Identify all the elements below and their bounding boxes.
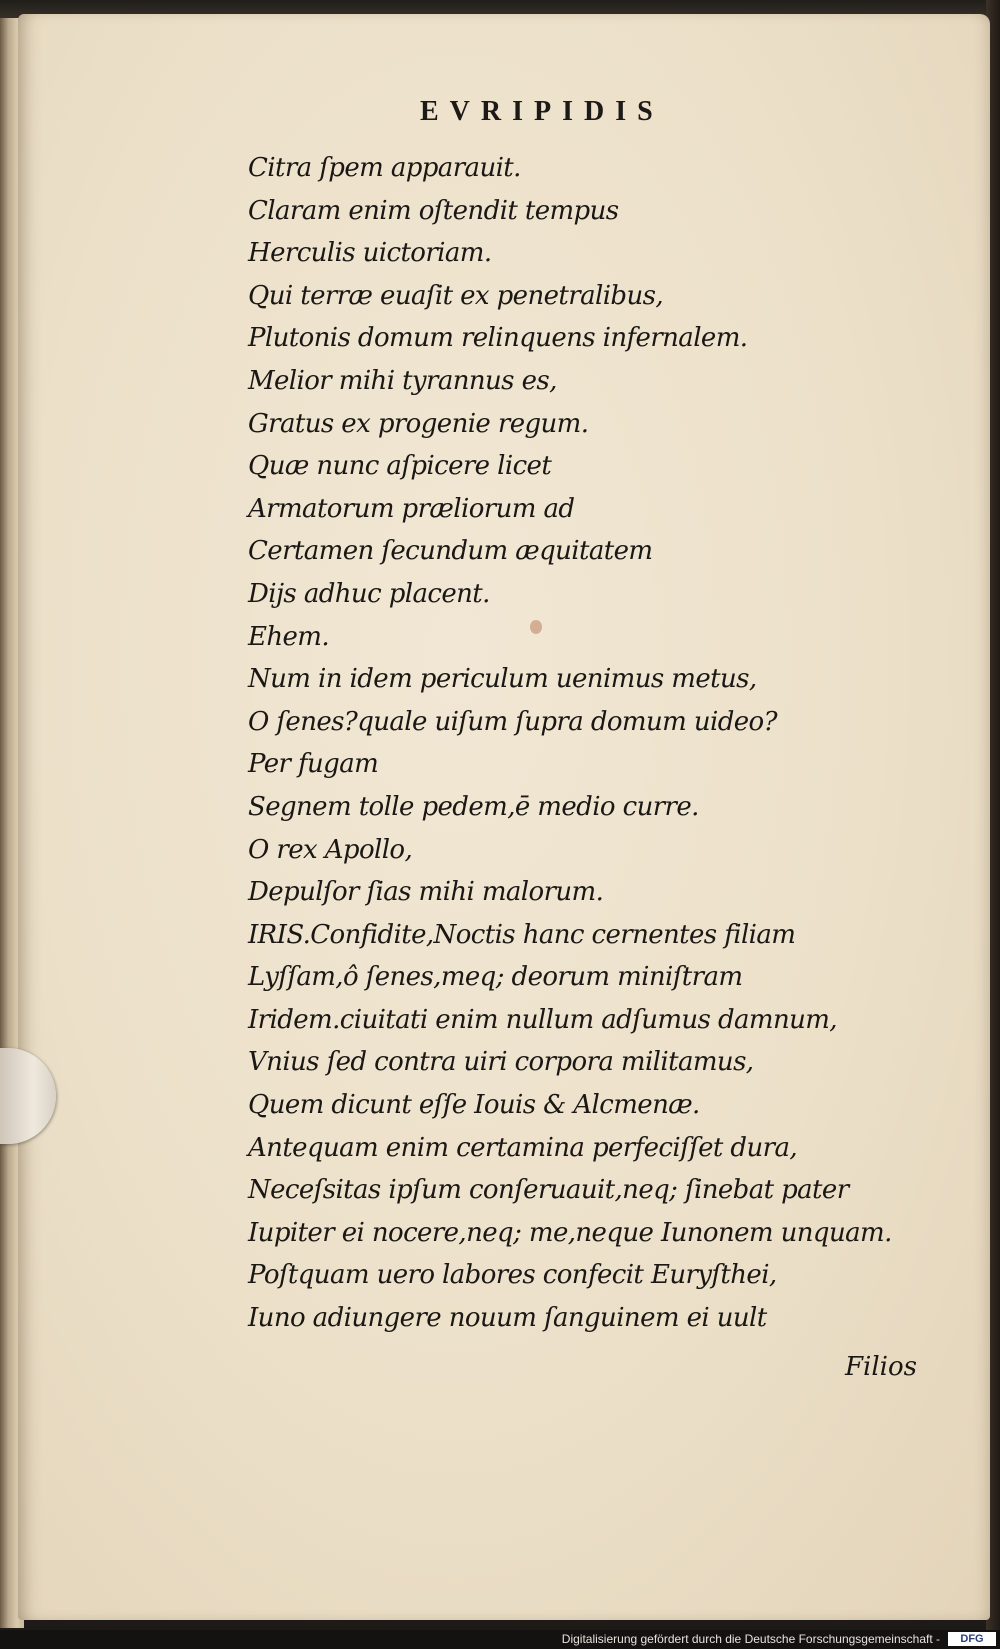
text-line: Claram enim oſtendit tempus	[248, 195, 619, 226]
digitization-credit: Digitalisierung gefördert durch die Deutsche Forschungsgemeinschaft -	[561, 1632, 940, 1646]
text-line: Num in idem periculum uenimus metus,	[248, 664, 757, 695]
text-line: Lyſſam,ô ſenes,meq; deorum miniſtram	[248, 962, 743, 993]
text-line: Citra ſpem apparauit.	[248, 153, 521, 183]
text-line: Quem dicunt eſſe Iouis & Alcmenæ.	[248, 1090, 700, 1121]
text-line: Per fugam	[248, 749, 379, 780]
text-line: Dijs adhuc placent.	[248, 578, 490, 609]
text-line: Poſtquam uero labores confecit Euryſthei,	[248, 1260, 777, 1291]
catchword: Filios	[845, 1352, 917, 1382]
text-line: Iuno adiungere nouum ſanguinem ei uult	[248, 1303, 767, 1334]
text-line: Neceſsitas ipſum conſeruauit,neq; ſinebat pater	[248, 1175, 849, 1206]
text-line: Ehem.	[248, 621, 330, 652]
text-line: Depulſor ſias mihi malorum.	[248, 877, 604, 908]
text-line: Antequam enim certamina perfeciſſet dura,	[248, 1132, 798, 1163]
text-line: O rex Apollo,	[248, 834, 413, 865]
text-line: Plutonis domum relinquens infernalem.	[248, 323, 748, 354]
verse-text	[248, 147, 948, 1340]
text-line: Melior mihi tyrannus es,	[248, 365, 557, 396]
dfg-logo: DFG	[948, 1632, 996, 1646]
text-line: Gratus ex progenie regum.	[248, 408, 589, 439]
text-line: O ſenes?quale uiſum ſupra domum uideo?	[248, 706, 777, 737]
text-line: Iupiter ei nocere,neq; me,neque Iunonem unquam.	[248, 1217, 892, 1248]
running-head: EVRIPIDIS	[420, 96, 664, 127]
text-line: Iridem.ciuitati enim nullum adſumus damnum,	[248, 1004, 837, 1035]
text-line: Segnem tolle pedem,ē medio curre.	[248, 791, 699, 822]
text-line: Quæ nunc aſpicere licet	[248, 451, 552, 482]
text-line: Vnius ſed contra uiri corpora militamus,	[248, 1047, 754, 1078]
text-line: IRIS.Confidite,Noctis hanc cernentes filiam	[248, 919, 796, 950]
text-line: Certamen ſecundum æquitatem	[248, 536, 653, 567]
text-line: Armatorum præliorum ad	[248, 493, 575, 524]
text-line: Qui terræ euaſit ex penetralibus,	[248, 280, 664, 311]
text-line: Herculis uictoriam.	[248, 238, 492, 269]
